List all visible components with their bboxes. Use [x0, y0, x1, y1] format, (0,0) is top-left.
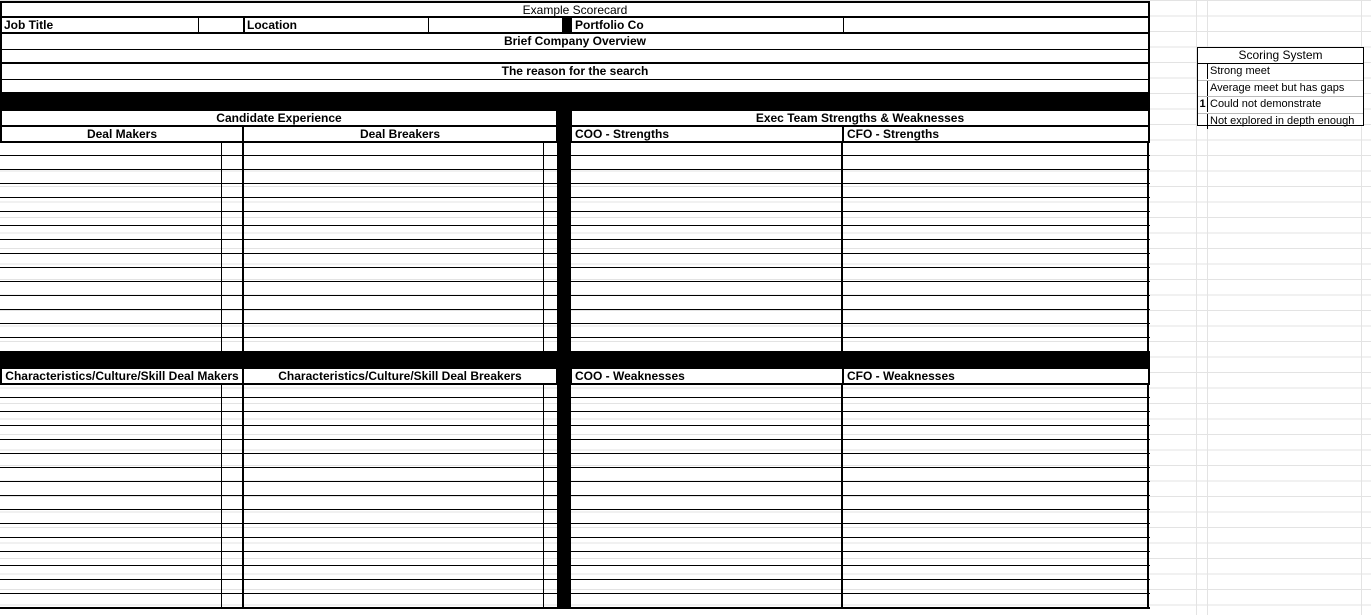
top-entry-grid[interactable]: [0, 142, 1150, 353]
portfolio-co-label: Portfolio Co: [575, 18, 644, 32]
legend-label: Not explored in depth enough: [1210, 114, 1355, 127]
coo-weaknesses-header: COO - Weaknesses: [570, 367, 844, 385]
separator-bar: [0, 93, 1150, 110]
legend-label: Could not demonstrate: [1210, 98, 1322, 110]
company-overview-section: [0, 32, 1150, 64]
separator-bar: [0, 352, 1150, 368]
scoring-system-title: Scoring System: [1198, 48, 1363, 64]
reason-search-field[interactable]: [2, 80, 1148, 92]
legend-row: [1198, 97, 1363, 114]
cfo-strengths-header: CFO - Strengths: [842, 125, 1150, 143]
company-overview-field[interactable]: [2, 50, 1148, 62]
char-deal-breakers-header: Characteristics/Culture/Skill Deal Breakers: [242, 367, 558, 385]
candidate-experience-heading: Candidate Experience: [0, 109, 558, 127]
location-field[interactable]: [429, 18, 561, 32]
coo-strengths-header: COO - Strengths: [570, 125, 844, 143]
cfo-weaknesses-header: CFO - Weaknesses: [842, 367, 1150, 385]
scorecard-title: Example Scorecard: [0, 1, 1150, 18]
legend-label: Average meet but has gaps: [1210, 81, 1345, 94]
bottom-entry-grid[interactable]: [0, 384, 1150, 609]
legend-score[interactable]: [1198, 114, 1208, 129]
location-label: Location: [247, 18, 297, 32]
job-title-field[interactable]: [199, 18, 243, 32]
reason-search-section: [0, 62, 1150, 94]
legend-row: [1198, 114, 1363, 130]
scoring-system-legend: [1197, 47, 1364, 126]
legend-score[interactable]: [1198, 64, 1208, 79]
deal-breakers-header: Deal Breakers: [242, 125, 558, 143]
job-title-label: Job Title: [4, 18, 54, 32]
legend-label: Strong meet: [1210, 65, 1270, 77]
reason-search-heading: The reason for the search: [501, 64, 649, 78]
exec-team-heading: Exec Team Strengths & Weaknesses: [570, 109, 1150, 127]
legend-row: [1198, 81, 1363, 98]
company-overview-heading: Brief Company Overview: [503, 34, 647, 48]
char-deal-makers-header: Characteristics/Culture/Skill Deal Makers: [0, 367, 244, 385]
legend-row: [1198, 64, 1363, 81]
deal-makers-header: Deal Makers: [0, 125, 244, 143]
portfolio-co-field[interactable]: [844, 18, 1148, 32]
legend-score[interactable]: 1: [1198, 97, 1208, 112]
legend-score[interactable]: [1198, 81, 1208, 96]
